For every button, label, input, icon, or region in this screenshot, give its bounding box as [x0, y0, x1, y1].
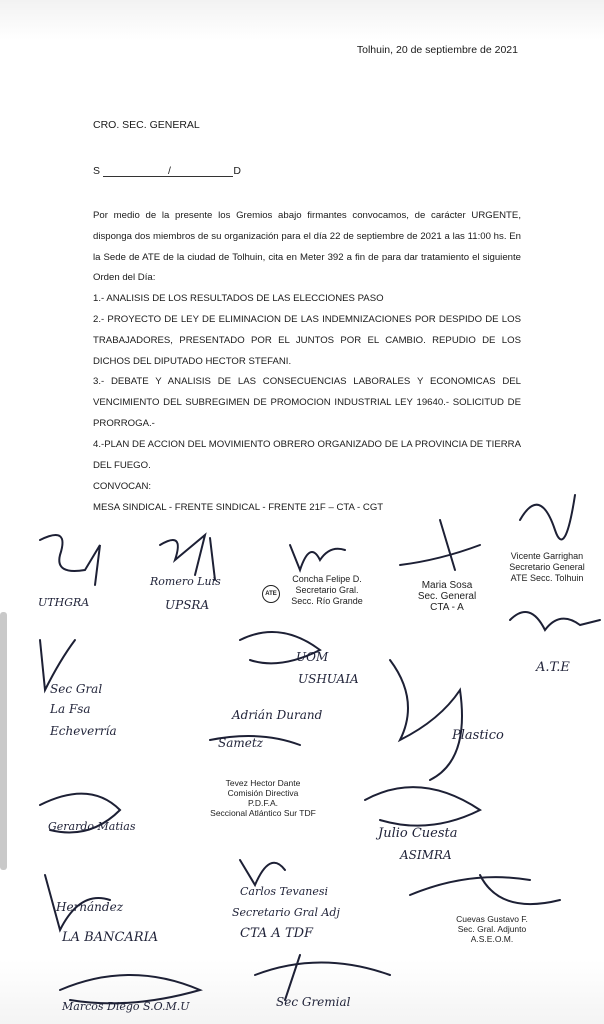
sd-s: S [93, 165, 101, 177]
agenda-item-3: 3.- DEBATE Y ANALISIS DE LAS CONSECUENCIAS LABORALES Y ECONOMICAS DEL VENCIMIENTO DEL SUBREGIMEN DE PROMOCION INDUSTRIAL LEY 19640.- SOLICITUD DE PRORROGA.- [93, 376, 521, 429]
handwritten-la-bancaria: LA BANCARIA [62, 930, 159, 945]
signature-mark [410, 875, 560, 904]
signature-mark [240, 860, 285, 885]
agenda-item-1: 1.- ANALISIS DE LOS RESULTADOS DE LAS ELECCIONES PASO [93, 293, 384, 305]
stamp-concha: Concha Felipe D. Secretario Gral. Secc. Río Grande [291, 574, 363, 606]
handwritten-hernandez: Hernández [56, 900, 124, 914]
stamp-sosa: Maria Sosa Sec. General CTA - A [417, 580, 477, 613]
signature-mark [290, 545, 345, 570]
ate-logo: ATE [262, 585, 280, 603]
handwritten-upsra: UPSRA [165, 598, 210, 612]
handwritten-romero: Romero Luis [150, 575, 221, 588]
signature-mark [390, 660, 462, 780]
handwritten-secretario-adj: Secretario Gral Adj [232, 906, 340, 919]
handwritten-sec-gral: Sec Gral [50, 682, 103, 696]
signature-mark [40, 535, 100, 585]
handwritten-tevanesi: Carlos Tevanesi [240, 885, 329, 898]
signature-mark [400, 520, 480, 570]
handwritten-marcos-diego: Marcos Diego S.O.M.U [62, 1000, 190, 1013]
sd-slash: / [168, 165, 171, 177]
handwritten-uom: UOM [296, 650, 329, 664]
signature-mark [520, 495, 575, 539]
stamp-tevez: Tevez Hector Dante Comisión Directiva P.D.F.A. Seccional Atlántico Sur TDF [210, 778, 316, 818]
letter-date: Tolhuin, 20 de septiembre de 2021 [356, 44, 518, 56]
agenda-item-4: 4.-PLAN DE ACCION DEL MOVIMIENTO OBRERO ORGANIZADO DE LA PROVINCIA DE TIERRA DEL FUEGO. [93, 438, 521, 471]
scrollbar[interactable] [0, 612, 7, 870]
handwritten-durand: Adrián Durand [232, 708, 323, 722]
handwritten-cta-tdf: CTA A TDF [240, 926, 314, 941]
signature-mark [255, 955, 390, 1000]
handwritten-gerardo: Gerardo Matias [48, 820, 136, 833]
agenda-item-2: 2.- PROYECTO DE LEY DE ELIMINACION DE LAS INDEMNIZACIONES POR DESPIDO DE LOS TRABAJADORES, PRESENTADO POR EL JUNTOS POR EL CAMBIO. REPUDIO DE LOS DICHOS DEL DIPUTADO HECTOR STEFANI. [93, 313, 521, 367]
convocan-label: CONVOCAN: [93, 481, 152, 492]
intro-paragraph: Por medio de la presente los Gremios abajo firmantes convocamos, de carácter URGENTE, disponga dos miembros de su organización para el día 22 de septiembre de 2021 a las 11:00 hs. En la Sede de ATE de la ciudad de Tolhuin, cita en Meter 392 a fin de para dar tratamiento el siguiente Orden del Día: [93, 210, 521, 284]
handwritten-la-fsa: La Fsa [50, 702, 91, 716]
handwritten-echeverria: Echeverría [50, 724, 117, 738]
handwritten-cuesta: Julio Cuesta [378, 826, 458, 841]
handwritten-ate: A.T.E [536, 660, 570, 675]
handwritten-uthgra: UTHGRA [38, 596, 90, 609]
signature-mark [365, 787, 480, 825]
signature-mark [510, 612, 600, 630]
handwritten-sec-gremial: Sec Gremial [276, 995, 351, 1009]
handwritten-ushuaia: USHUAIA [298, 672, 359, 686]
handwritten-sametz: Sametz [218, 736, 263, 750]
sd-d: D [233, 165, 241, 177]
stamp-garrighan: Vicente Garrighan Secretario General ATE Secc. Tolhuin [509, 551, 585, 583]
signature-mark [160, 535, 215, 580]
recipient: CRO. SEC. GENERAL [93, 119, 200, 131]
handwritten-plastico: Plastico [452, 728, 504, 743]
convening-groups: MESA SINDICAL - FRENTE SINDICAL - FRENTE 21F – CTA - CGT [93, 502, 384, 513]
handwritten-asimra: ASIMRA [400, 848, 452, 862]
stamp-cuevas: Cuevas Gustavo F. Sec. Gral. Adjunto A.S.E.O.M. [456, 914, 528, 944]
